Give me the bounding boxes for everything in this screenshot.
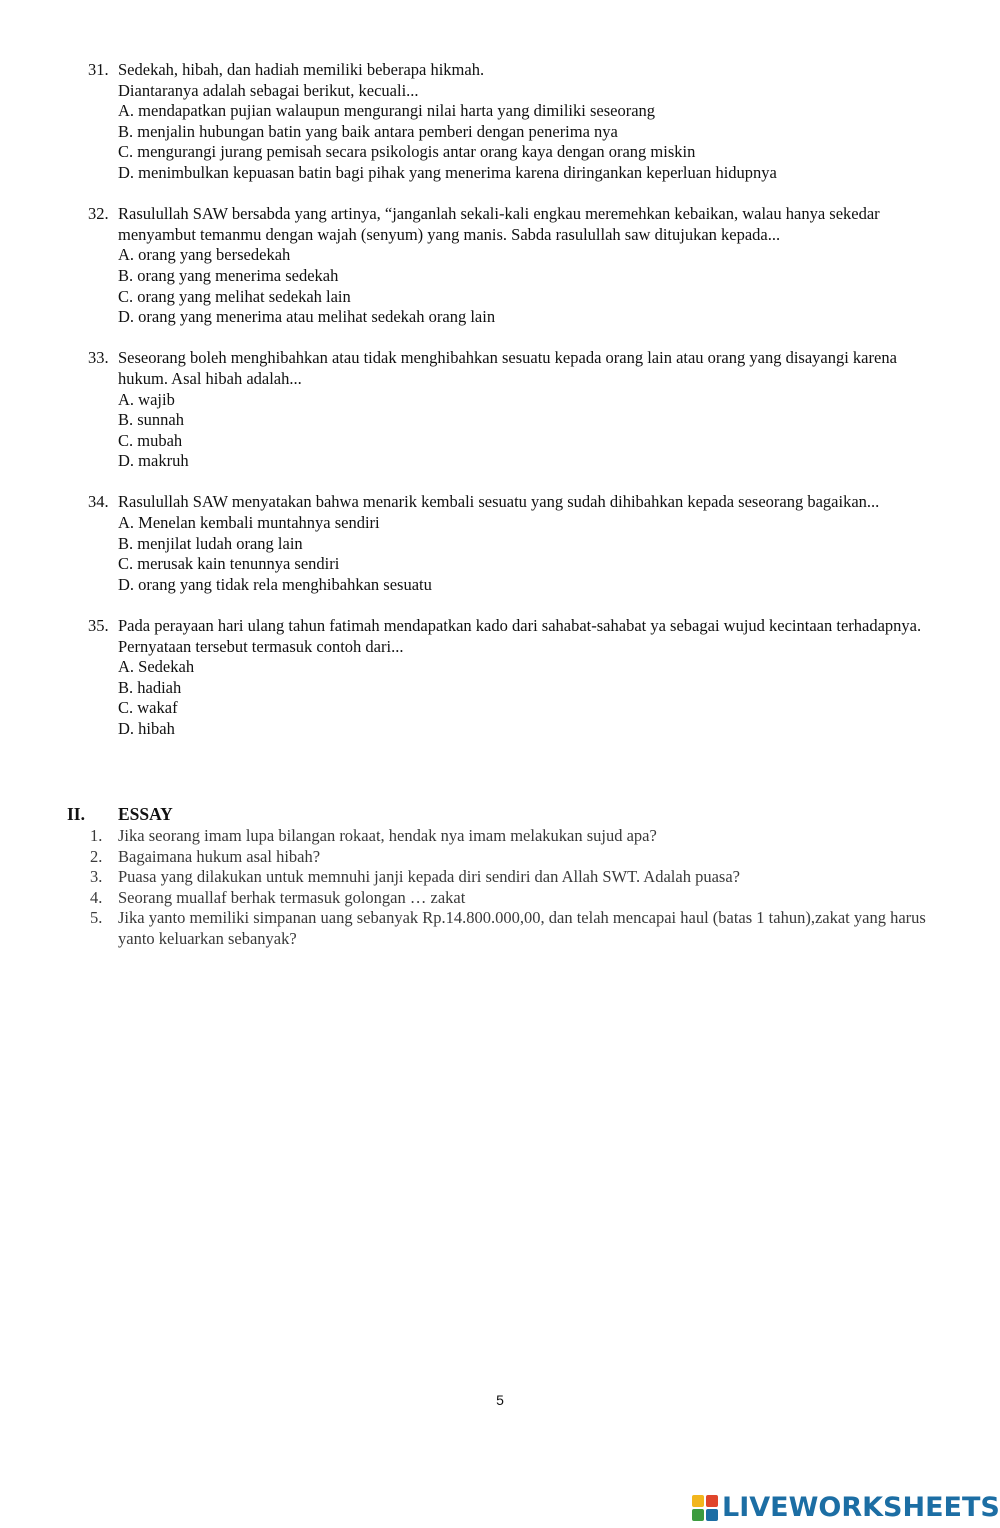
option-a: A. Sedekah bbox=[118, 657, 195, 677]
essay-text: Bagaimana hukum asal hibah? bbox=[118, 846, 321, 866]
section-roman-numeral: II. bbox=[67, 804, 85, 824]
question-text: Sedekah, hibah, dan hadiah memiliki beberapa hikmah. bbox=[118, 60, 485, 79]
essay-number: 5. bbox=[90, 908, 103, 928]
essay-item-2 bbox=[90, 847, 930, 868]
logo-tile bbox=[692, 1509, 704, 1521]
option-c: C. merusak kain tenunnya sendiri bbox=[118, 554, 340, 574]
liveworksheets-logo-icon bbox=[692, 1495, 718, 1521]
question-text: Pada perayaan hari ulang tahun fatimah mendapatkan kado dari sahabat-sahabat ya sebagai wujud kecintaan terhadapnya. bbox=[118, 616, 922, 636]
question-number: 33. bbox=[88, 348, 109, 368]
page-number: 5 bbox=[496, 1392, 504, 1408]
question-text: Rasulullah SAW bersabda yang artinya, “janganlah sekali-kali engkau meremehkan kebaikan, walau hanya sekedar menyambut temanmu dengan wajah (senyum) yang manis. Sabda rasulullah saw ditujukan kepada... bbox=[118, 204, 880, 244]
option-b: B. menjalin hubungan batin yang baik antara pemberi dengan penerima nya bbox=[118, 121, 618, 141]
essay-item-1 bbox=[90, 826, 930, 847]
option-a: A. mendapatkan pujian walaupun mengurangi nilai harta yang dimiliki seseorang bbox=[118, 101, 656, 121]
essay-number: 1. bbox=[90, 826, 103, 845]
question-31 bbox=[88, 60, 928, 184]
option-d: D. orang yang menerima atau melihat sedekah orang lain bbox=[118, 307, 496, 327]
option-a: A. Menelan kembali muntahnya sendiri bbox=[118, 513, 380, 533]
option-a: A. wajib bbox=[118, 389, 175, 409]
question-number: 34. bbox=[88, 492, 109, 512]
option-c: C. orang yang melihat sedekah lain bbox=[118, 286, 351, 306]
question-34 bbox=[88, 492, 928, 595]
essay-text: Puasa yang dilakukan untuk memnuhi janji kepada diri sendiri dan Allah SWT. Adalah puasa? bbox=[118, 867, 740, 887]
liveworksheets-logo[interactable] bbox=[692, 1492, 1000, 1524]
option-b: B. menjilat ludah orang lain bbox=[118, 533, 303, 553]
liveworksheets-wordmark: LIVEWORKSHEETS bbox=[722, 1492, 1000, 1523]
essay-list bbox=[90, 826, 930, 950]
question-text: Diantaranya adalah sebagai berikut, kecuali... bbox=[118, 80, 419, 100]
option-b: B. sunnah bbox=[118, 410, 184, 430]
essay-number: 4. bbox=[90, 887, 103, 907]
question-text: Rasulullah SAW menyatakan bahwa menarik kembali sesuatu yang sudah dihibahkan kepada seseorang bagaikan... bbox=[118, 492, 880, 512]
option-b: B. orang yang menerima sedekah bbox=[118, 265, 339, 285]
question-number: 32. bbox=[88, 204, 109, 224]
option-d: D. menimbulkan kepuasan batin bagi pihak yang menerima karena diringankan keperluan hidupnya bbox=[118, 162, 777, 182]
essay-text: Seorang muallaf berhak termasuk golongan … zakat bbox=[118, 887, 466, 907]
question-35 bbox=[88, 616, 928, 740]
multiple-choice-list bbox=[88, 60, 928, 760]
essay-text: Jika seorang imam lupa bilangan rokaat, hendak nya imam melakukan sujud apa? bbox=[118, 826, 657, 845]
logo-tile bbox=[706, 1495, 718, 1507]
essay-item-5 bbox=[90, 908, 930, 949]
question-number: 31. bbox=[88, 60, 109, 79]
question-32 bbox=[88, 204, 928, 328]
essay-text: Jika yanto memiliki simpanan uang sebanyak Rp.14.800.000,00, dan telah mencapai haul (batas 1 tahun),zakat yang harus yanto keluarkan sebanyak? bbox=[118, 908, 926, 948]
question-text: Pernyataan tersebut termasuk contoh dari... bbox=[118, 636, 404, 656]
option-c: C. mengurangi jurang pemisah secara psikologis antar orang kaya dengan orang miskin bbox=[118, 142, 696, 162]
option-d: D. makruh bbox=[118, 451, 189, 471]
option-b: B. hadiah bbox=[118, 677, 182, 697]
logo-tile bbox=[706, 1509, 718, 1521]
option-c: C. mubah bbox=[118, 430, 183, 450]
option-d: D. hibah bbox=[118, 719, 175, 738]
question-number: 35. bbox=[88, 616, 109, 636]
option-d: D. orang yang tidak rela menghibahkan sesuatu bbox=[118, 574, 432, 594]
essay-item-3 bbox=[90, 867, 930, 888]
essay-number: 2. bbox=[90, 846, 103, 866]
essay-item-4 bbox=[90, 888, 930, 909]
option-c: C. wakaf bbox=[118, 698, 178, 718]
essay-number: 3. bbox=[90, 867, 103, 887]
option-a: A. orang yang bersedekah bbox=[118, 245, 291, 265]
section-title: ESSAY bbox=[118, 804, 173, 824]
logo-tile bbox=[692, 1495, 704, 1507]
question-text: Seseorang boleh menghibahkan atau tidak menghibahkan sesuatu kepada orang lain atau orang yang disayangi karena hukum. Asal hibah adalah... bbox=[118, 348, 897, 388]
question-33 bbox=[88, 348, 928, 472]
